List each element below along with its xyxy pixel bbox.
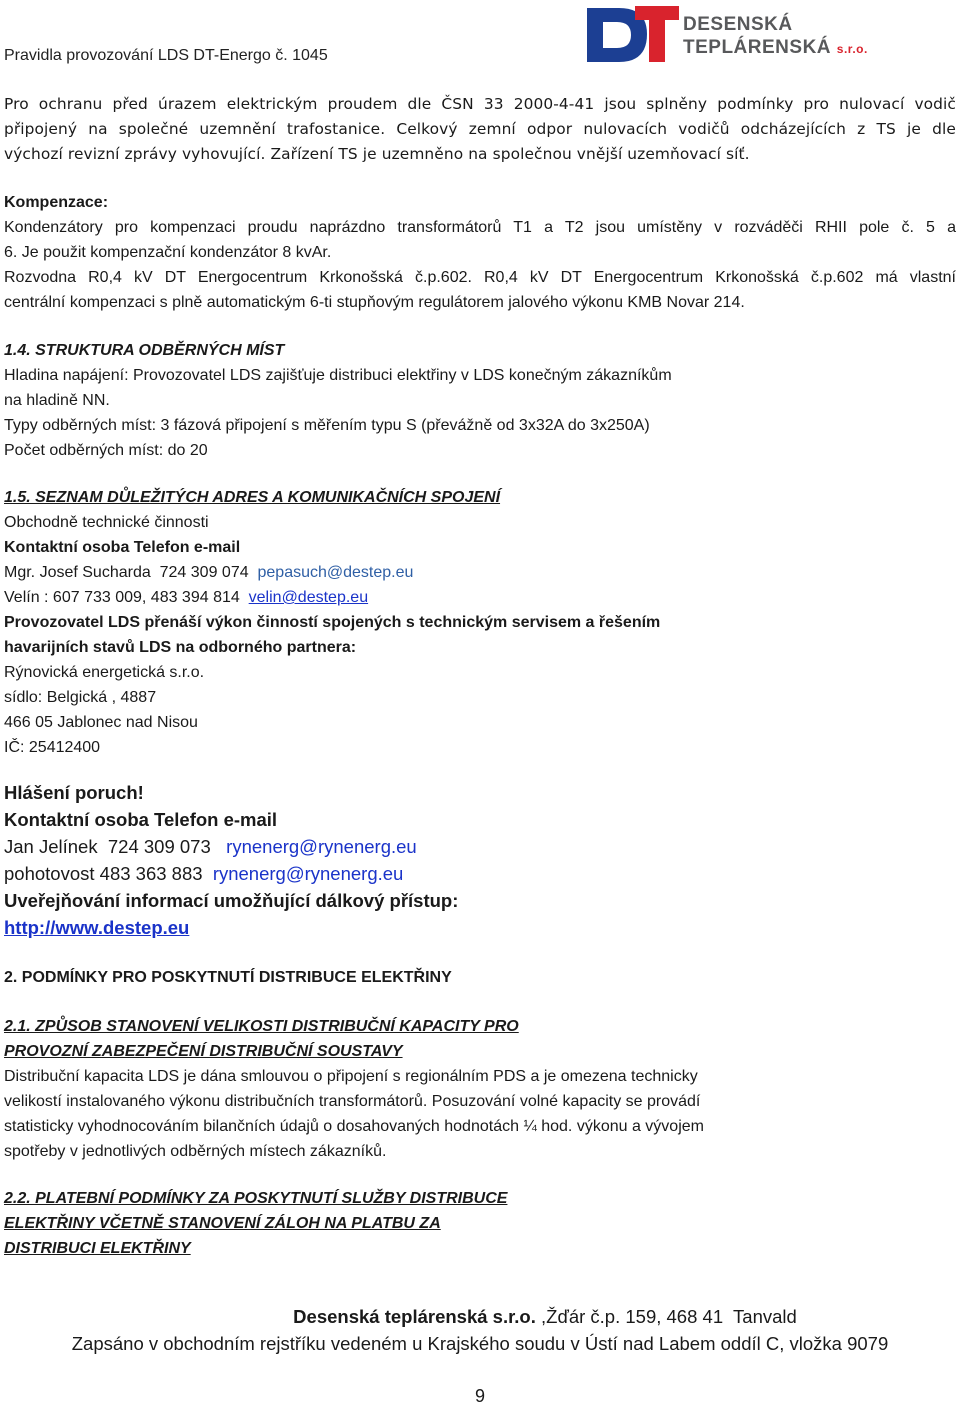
- faults-contact-header: Kontaktní osoba Telefon e-mail: [4, 809, 278, 830]
- section-2-2-heading-line-3: DISTRIBUCI ELEKTŘINY: [4, 1240, 191, 1257]
- section-1-4: [4, 338, 956, 463]
- contact-row-sucharda: [4, 560, 956, 585]
- email-link-rynenerg-1[interactable]: rynenerg@rynenerg.eu: [226, 836, 417, 857]
- section-2-2-heading-line-2: ELEKTŘINY VČETNĚ STANOVENÍ ZÁLOH NA PLATBU ZA: [4, 1215, 441, 1232]
- protection-line-1: Pro ochranu před úrazem elektrickým proudem dle ČSN 33 2000-4-41 jsou splněny podmínky pro nulovací vodič: [4, 95, 956, 113]
- contact-row-dispatch: [4, 585, 956, 610]
- compensation-line-1: Kondenzátory pro kompenzaci proudu naprázdno transformátorů T1 a T2 jsou umístěny v rozváděči RHII pole č. 5 a: [4, 219, 956, 236]
- section-2-1: [4, 1014, 956, 1164]
- company-logo: [585, 2, 955, 64]
- email-link-pepasuch[interactable]: pepasuch@destep.eu: [257, 564, 414, 581]
- contact-dispatch-text: Velín : 607 733 009, 483 394 814: [4, 589, 249, 606]
- website-link[interactable]: http://www.destep.eu: [4, 917, 190, 938]
- compensation-heading: Kompenzace:: [4, 194, 109, 211]
- logo-text-line2: [683, 37, 868, 59]
- partner-address-2: 466 05 Jablonec nad Nisou: [4, 714, 198, 731]
- partner-intro-line-1: Provozovatel LDS přenáší výkon činností spojených s technickým servisem a řešením: [4, 614, 661, 631]
- faults-contact-row-2: [4, 860, 956, 887]
- email-link-rynenerg-2[interactable]: rynenerg@rynenerg.eu: [212, 863, 404, 884]
- document-header-title: Pravidla provozování LDS DT-Energo č. 1045: [4, 47, 328, 64]
- section-2-heading: 2. PODMÍNKY PRO POSKYTNUTÍ DISTRIBUCE ELEKTŘINY: [4, 969, 452, 986]
- contact-header: Kontaktní osoba Telefon e-mail: [4, 539, 241, 556]
- business-activities-label: Obchodně technické činnosti: [4, 514, 209, 531]
- partner-address-1: sídlo: Belgická , 4887: [4, 689, 157, 706]
- section-2: [4, 965, 956, 990]
- partner-name: Rýnovická energetická s.r.o.: [4, 664, 205, 681]
- compensation-block: [4, 190, 956, 315]
- compensation-line-3: Rozvodna R0,4 kV DT Energocentrum Krkonošská č.p.602. R0,4 kV DT Energocentrum Krkonošská č.p.602 má vlastní: [4, 269, 956, 286]
- footer-company-name: Desenská teplárenská s.r.o.: [293, 1306, 536, 1327]
- faults-contact2-text: pohotovost 483 363 883: [4, 863, 213, 884]
- section-2-2: [4, 1186, 956, 1261]
- section-1-4-line-3: Typy odběrných míst: 3 fázová připojení s měřením typu S (převážně od 3x32A do 3x250A): [4, 417, 650, 434]
- section-1-4-line-2: na hladině NN.: [4, 392, 110, 409]
- section-1-4-line-1: Hladina napájení: Provozovatel LDS zajišťuje distribuci elektřiny v LDS konečným zákazníkům: [4, 367, 672, 384]
- section-2-1-line-1: Distribuční kapacita LDS je dána smlouvou o připojení s regionálním PDS a je omezena technicky: [4, 1068, 698, 1085]
- faults-contact1-text: Jan Jelínek 724 309 073: [4, 836, 227, 857]
- compensation-line-2: 6. Je použit kompenzační kondenzátor 8 kvAr.: [4, 244, 332, 261]
- faults-contact-row-1: [4, 833, 956, 860]
- faults-heading: Hlášení poruch!: [4, 782, 144, 803]
- footer-company: [0, 1306, 960, 1328]
- protection-line-3: výchozí revizní zprávy vyhovující. Zařízení TS je uzemněno na společnou vnější uzemňovací síť.: [4, 145, 750, 163]
- section-2-1-line-4: spotřeby v jednotlivých odběrných místech zákazníků.: [4, 1143, 387, 1160]
- logo-text-main: TEPLÁRENSKÁ: [683, 37, 832, 58]
- section-2-1-heading-line-2: PROVOZNÍ ZABEZPEČENÍ DISTRIBUČNÍ SOUSTAVY: [4, 1043, 403, 1060]
- section-2-1-line-2: velikostí instalovaného výkonu distribučních transformátorů. Posuzování volné kapacity se provádí: [4, 1093, 701, 1110]
- compensation-line-4: centrální kompenzaci s plně automatickým 6-ti stupňovým regulátorem jalového výkonu KMB Novar 214.: [4, 294, 745, 311]
- dt-logo-icon: [585, 2, 680, 64]
- protection-line-2: připojený na společné uzemnění trafostanice. Celkový zemní odpor nulovacích vodičů odcházejících z TS je dle: [4, 120, 956, 138]
- footer-company-address: ,Žďár č.p. 159, 468 41 Tanvald: [535, 1306, 797, 1327]
- logo-text-line1: DESENSKÁ: [683, 14, 793, 35]
- section-1-4-heading: 1.4. STRUKTURA ODBĚRNÝCH MÍST: [4, 342, 285, 359]
- faults-section: [4, 779, 956, 941]
- email-link-velin[interactable]: velin@destep.eu: [248, 589, 369, 606]
- protection-paragraph: [4, 92, 956, 167]
- section-2-1-heading-line-1: 2.1. ZPŮSOB STANOVENÍ VELIKOSTI DISTRIBUČNÍ KAPACITY PRO: [4, 1018, 519, 1035]
- contact-sucharda-text: Mgr. Josef Sucharda 724 309 074: [4, 564, 258, 581]
- partner-intro-line-2: havarijních stavů LDS na odborného partnera:: [4, 639, 357, 656]
- page-number: 9: [474, 1386, 485, 1406]
- remote-access-heading: Uveřejňování informací umožňující dálkový přístup:: [4, 890, 459, 911]
- section-1-5-heading: 1.5. SEZNAM DŮLEŽITÝCH ADRES A KOMUNIKAČNÍCH SPOJENÍ: [4, 489, 501, 506]
- logo-text-suffix: s.r.o.: [836, 42, 868, 56]
- section-2-1-line-3: statisticky vyhodnocováním bilančních údajů o dosahovaných hodnotách ¼ hod. výkonu a vývojem: [4, 1118, 704, 1135]
- footer-registry: Zapsáno v obchodním rejstříku vedeném u Krajského soudu v Ústí nad Labem oddíl C, vložka 9079: [71, 1333, 889, 1354]
- section-1-4-line-4: Počet odběrných míst: do 20: [4, 442, 208, 459]
- section-1-5: [4, 485, 956, 760]
- section-2-2-heading-line-1: 2.2. PLATEBNÍ PODMÍNKY ZA POSKYTNUTÍ SLUŽBY DISTRIBUCE: [4, 1190, 508, 1207]
- partner-id: IČ: 25412400: [4, 739, 101, 756]
